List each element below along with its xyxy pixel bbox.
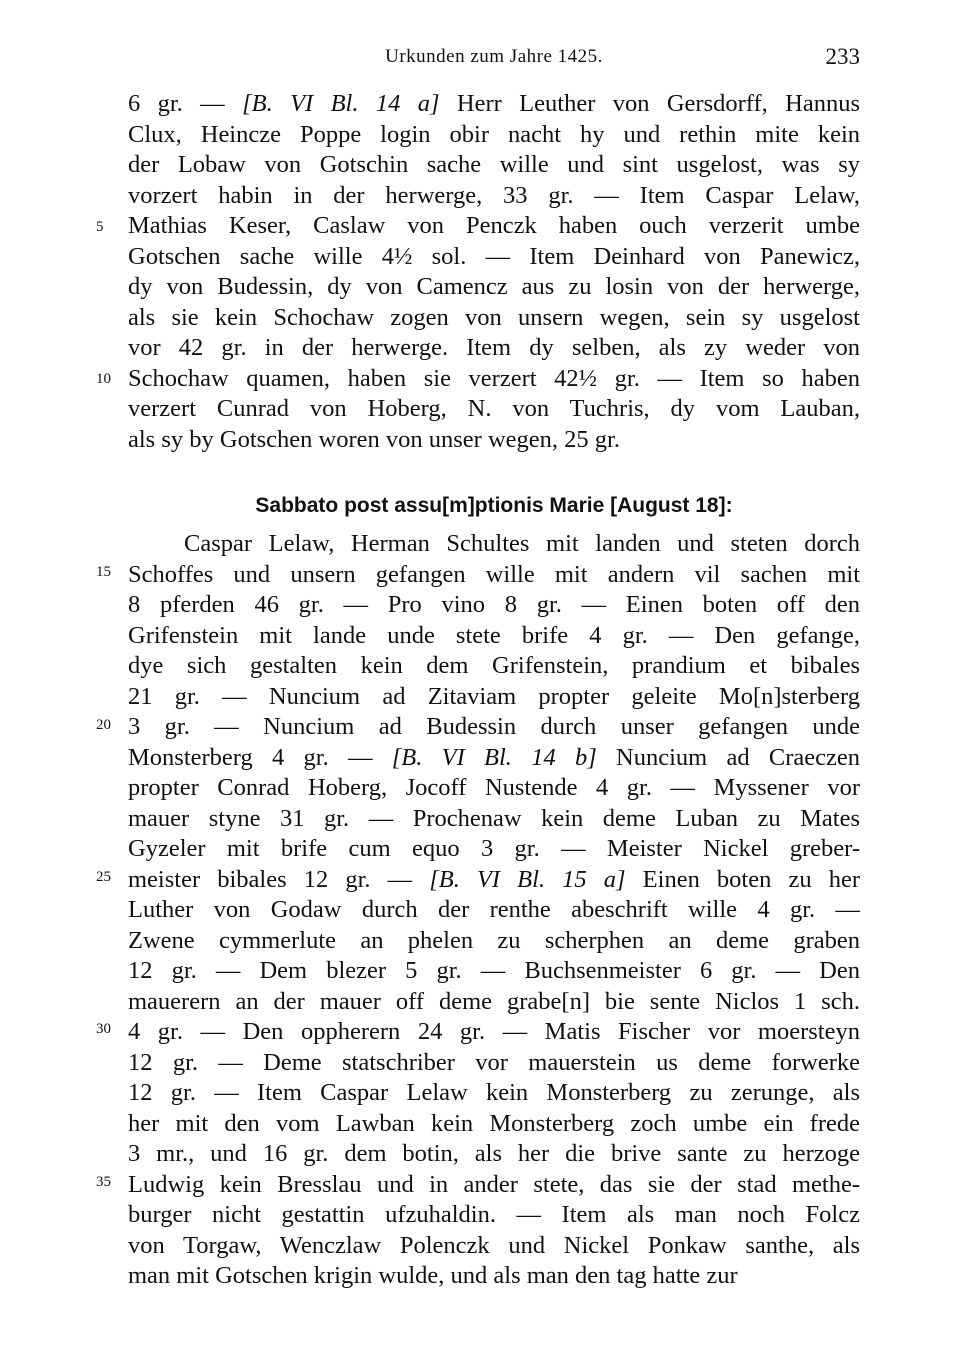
line-number: 5 — [96, 219, 104, 235]
line-text: Clux, Heincze Poppe login obir nacht hy und rethin mite kein — [128, 120, 860, 148]
text-line — [128, 393, 860, 424]
line-text: man mit Gotschen krigin wulde, und als man den tag hatte zur — [128, 1262, 738, 1289]
line-text: der Lobaw von Gotschin sache wille und sint usgelost, was sy — [128, 151, 860, 178]
line-text: 21 gr. — Nuncium ad Zitaviam propter geleite Mo[n]sterberg — [128, 682, 860, 710]
line-number: 35 — [96, 1174, 111, 1190]
line-text: 12 gr. — Dem blezer 5 gr. — Buchsenmeister 6 gr. — Den — [128, 957, 860, 984]
line-text: vorzert habin in der herwerge, 33 gr. — Item Caspar Lelaw, — [128, 181, 860, 209]
text-line — [128, 864, 860, 895]
running-title: Urkunden zum Jahre 1425. — [385, 46, 603, 67]
text-line — [128, 1138, 860, 1169]
text-line — [128, 149, 860, 180]
text-line — [128, 1199, 860, 1230]
text-line — [128, 925, 860, 956]
section-heading: Sabbato post assu[m]ptionis Marie [August 18]: — [255, 494, 733, 517]
text-line — [128, 711, 860, 742]
line-text: von Torgaw, Wenczlaw Polenczk und Nickel Ponkaw santhe, als — [128, 1231, 860, 1259]
line-text: dye sich gestalten kein dem Grifenstein, prandium et bibales — [128, 652, 860, 679]
text-line — [128, 1047, 860, 1078]
line-text: Luther von Godaw durch der renthe abeschrift wille 4 gr. — — [128, 896, 860, 923]
text-line — [128, 271, 860, 302]
line-text: 3 gr. — Nuncium ad Budessin durch unser gefangen unde — [128, 713, 860, 740]
text-line — [128, 1169, 860, 1200]
line-text: 12 gr. — Item Caspar Lelaw kein Monsterberg zu zerunge, als — [128, 1079, 860, 1106]
text-line — [128, 772, 860, 803]
line-text: Einen boten zu her — [625, 865, 860, 893]
text-line — [128, 210, 860, 241]
text-line — [128, 1230, 860, 1261]
text-line — [128, 302, 860, 333]
text-line — [128, 833, 860, 864]
line-text: als sie kein Schochaw zogen von unsern wegen, sein sy usgelost — [128, 303, 860, 331]
line-text: vor 42 gr. in der herwerge. Item dy selben, als zy weder von — [128, 334, 860, 361]
text-line — [128, 742, 860, 773]
line-text: Zwene cymmerlute an phelen zu scherphen an deme graben — [128, 926, 860, 954]
line-number: 10 — [96, 371, 111, 387]
line-text: burger nicht gestattin ufzuhaldin. — Item als man noch Folcz — [128, 1201, 860, 1228]
text-line — [128, 589, 860, 620]
text-line — [128, 955, 860, 986]
source-reference: [B. VI Bl. 14 b] — [391, 743, 597, 771]
line-text: 3 mr., und 16 gr. dem botin, als her die brive sante zu herzoge — [128, 1140, 860, 1167]
line-number: 20 — [96, 717, 111, 733]
text-line — [128, 1108, 860, 1139]
line-text: Gyzeler mit brife cum equo 3 gr. — Meister Nickel greber- — [128, 835, 860, 862]
line-text: Nuncium ad Craeczen — [596, 743, 860, 771]
line-number: 25 — [96, 869, 111, 885]
line-text: Grifenstein mit lande unde stete brife 4 gr. — Den gefange, — [128, 621, 860, 649]
page-header — [128, 44, 860, 74]
line-text: meister bibales 12 gr. — — [128, 865, 430, 893]
text-line — [128, 88, 860, 119]
text-line — [128, 424, 860, 455]
line-text: Ludwig kein Bresslau und in ander stete, das sie der stad methe- — [128, 1170, 860, 1198]
text-line — [128, 241, 860, 272]
text-line — [128, 528, 860, 559]
line-text: 8 pferden 46 gr. — Pro vino 8 gr. — Einen boten off den — [128, 591, 860, 618]
text-line — [128, 681, 860, 712]
text-line — [128, 620, 860, 651]
text-line — [128, 894, 860, 925]
line-number: 15 — [96, 564, 111, 580]
text-line — [128, 650, 860, 681]
text-line — [128, 1077, 860, 1108]
line-text: mauer styne 31 gr. — Prochenaw kein deme Luban zu Mates — [128, 804, 860, 832]
line-text: her mit den vom Lawban kein Monsterberg zoch umbe ein frede — [128, 1109, 860, 1137]
text-line — [128, 803, 860, 834]
line-text: Caspar Lelaw, Herman Schultes mit landen und steten dorch — [184, 530, 860, 557]
text-line — [128, 986, 860, 1017]
text-line — [128, 119, 860, 150]
line-text: mauerern an der mauer off deme grabe[n] bie sente Niclos 1 sch. — [128, 987, 860, 1015]
line-text: Herr Leuther von Gersdorff, Hannus — [439, 90, 861, 117]
line-text: Schoffes und unsern gefangen wille mit andern vil sachen mit — [128, 560, 860, 588]
text-line — [128, 180, 860, 211]
line-text: Monsterberg 4 gr. — — [128, 743, 392, 771]
line-text: 4 gr. — Den oppherern 24 gr. — Matis Fischer vor moersteyn — [128, 1018, 860, 1045]
line-text: 12 gr. — Deme statschriber vor mauerstein us deme forwerke — [128, 1048, 860, 1076]
page-number: 233 — [825, 44, 860, 69]
text-line — [128, 332, 860, 363]
line-text: Schochaw quamen, haben sie verzert 42½ gr. — Item so haben — [128, 364, 860, 392]
line-text: 6 gr. — — [128, 90, 243, 117]
text-line — [128, 559, 860, 590]
text-line — [128, 363, 860, 394]
line-text: verzert Cunrad von Hoberg, N. von Tuchris, dy vom Lauban, — [128, 395, 860, 422]
line-number: 30 — [96, 1021, 111, 1037]
source-reference: [B. VI Bl. 14 a] — [242, 90, 440, 117]
line-text: Mathias Keser, Caslaw von Penczk haben ouch verzerit umbe — [128, 212, 860, 239]
line-text: propter Conrad Hoberg, Jocoff Nustende 4 gr. — Myssener vor — [128, 774, 860, 801]
source-reference: [B. VI Bl. 15 a] — [429, 865, 626, 893]
text-line — [128, 1016, 860, 1047]
line-text: als sy by Gotschen woren von unser wegen, 25 gr. — [128, 425, 620, 453]
text-line — [128, 1260, 860, 1291]
line-text: Gotschen sache wille 4½ sol. — Item Deinhard von Panewicz, — [128, 242, 860, 270]
line-text: dy von Budessin, dy von Camencz aus zu losin von der herwerge, — [128, 273, 860, 300]
